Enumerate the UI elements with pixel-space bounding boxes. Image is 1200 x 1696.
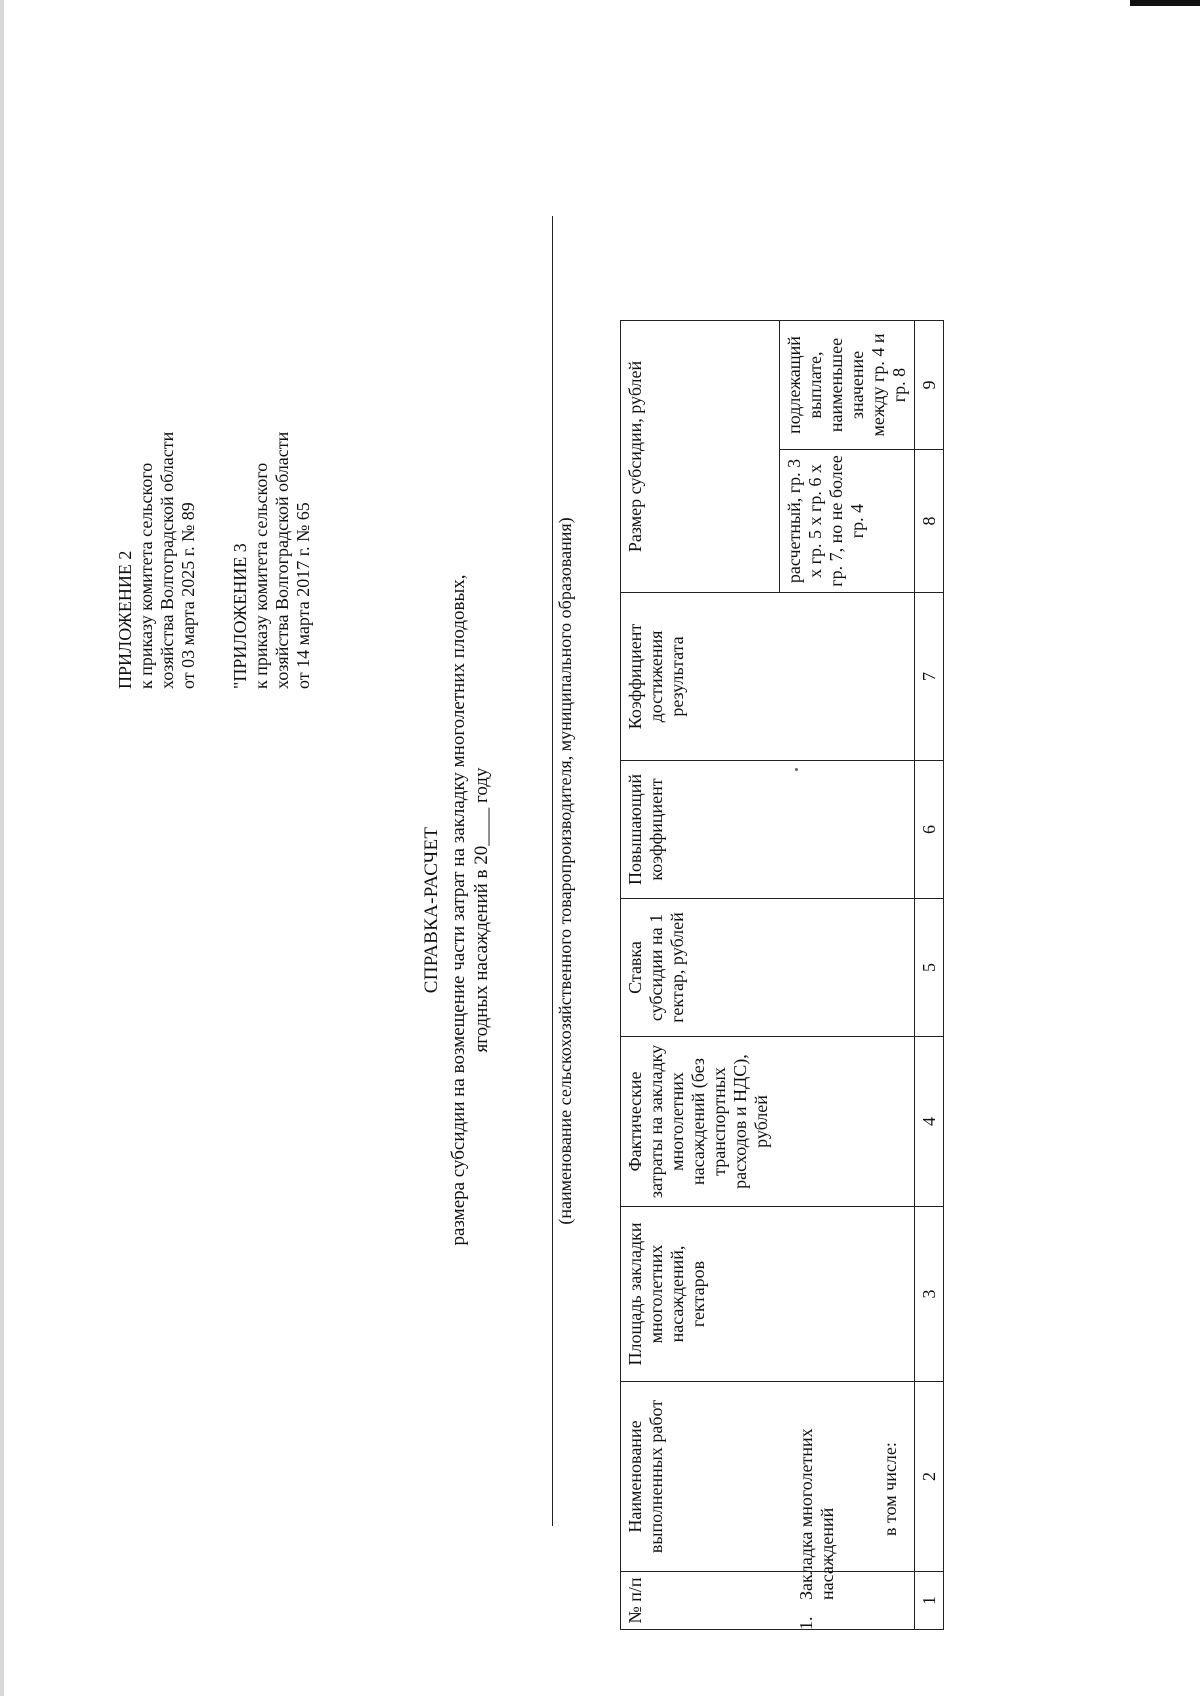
appendix-2-line-3: хозяйства Волгоградской области	[157, 431, 177, 689]
appendix-2-title: ПРИЛОЖЕНИЕ 2	[115, 550, 135, 689]
document-subtitle-line-2: ягодных насаждений в 20____ году	[471, 767, 492, 1053]
appendix-3-title: "ПРИЛОЖЕНИЕ 3	[230, 543, 250, 689]
document-title: СПРАВКА-РАСЧЕТ	[421, 826, 442, 994]
header-area: Площадь закладки многолетних насаждений, гектаров	[621, 1207, 915, 1382]
header-actual-costs: Фактические затраты на закладку многолетних насаждений (без транспортных расходов и НДС), рублей	[621, 1037, 915, 1207]
row-planting-number: 1.	[796, 1616, 816, 1630]
column-number-6: 6	[915, 761, 944, 899]
appendix-2-header	[115, 432, 199, 689]
header-subsidy-amount: Размер субсидии, рублей	[621, 321, 780, 593]
row-planting-label: Закладка многолетних насаждений	[796, 1428, 837, 1600]
column-number-2: 2	[915, 1382, 944, 1572]
appendix-2-date: от 03 марта 2025 г. № 89	[178, 502, 198, 689]
column-number-5: 5	[915, 899, 944, 1037]
scan-speck	[795, 768, 798, 771]
appendix-2-line-2: к приказу комитета сельского	[136, 462, 156, 689]
producer-name-underline	[552, 216, 553, 1526]
column-number-1: 1	[915, 1572, 944, 1630]
header-increasing-coefficient: Повышающий коэффициент	[621, 761, 915, 899]
document-subtitle-line-1: размера субсидии на возмещение части затрат на закладку многолетних плодовых,	[448, 574, 469, 1246]
header-calculated: расчетный, гр. 3 x гр. 5 x гр. 6 x гр. 7, но не более гр. 4	[780, 450, 915, 593]
appendix-3-date: от 14 марта 2017 г. № 65	[293, 502, 313, 689]
column-number-4: 4	[915, 1037, 944, 1207]
column-number-9: 9	[915, 321, 944, 450]
producer-caption: (наименование сельскохозяйственного товаропроизводителя, муниципального образования)	[555, 517, 575, 1225]
column-number-3: 3	[915, 1207, 944, 1382]
appendix-3-header	[230, 432, 314, 689]
header-work-name: Наименование выполненных работ	[621, 1382, 915, 1572]
column-number-8: 8	[915, 450, 944, 593]
appendix-3-line-3: хозяйства Волгоградской области	[272, 431, 292, 689]
subsidy-calculation-table	[620, 320, 944, 1630]
header-number: № п/п	[621, 1572, 915, 1630]
document-title-block	[420, 360, 493, 1460]
appendix-3-line-2: к приказу комитета сельского	[251, 462, 271, 689]
including-label: в том числе:	[880, 1442, 900, 1536]
column-number-7: 7	[915, 593, 944, 761]
header-subsidy-rate: Ставка субсидии на 1 гектар, рублей	[621, 899, 915, 1037]
header-result-coefficient: Коэффициент достижения результата	[621, 593, 915, 761]
header-payable: подлежащий выплате, наименьшее значение между гр. 4 и гр. 8	[780, 321, 915, 450]
